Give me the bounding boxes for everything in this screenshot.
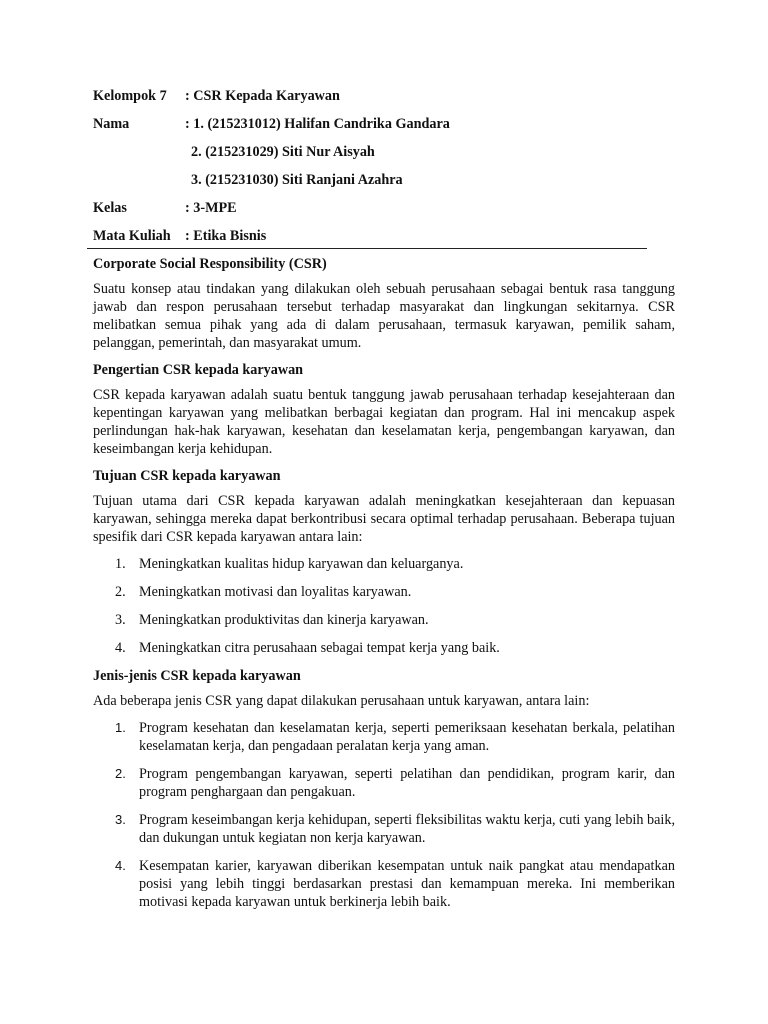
list-item xyxy=(93,719,675,755)
list-text: Meningkatkan citra perusahaan sebagai tempat kerja yang baik. xyxy=(139,640,500,656)
header-row-nama xyxy=(93,114,675,134)
list-number: 4. xyxy=(115,640,126,656)
list-item xyxy=(93,583,675,601)
header-name-continuation: 2. (215231029) Siti Nur Aisyah xyxy=(191,144,375,160)
list-item xyxy=(93,765,675,801)
list-number: 3. xyxy=(115,812,126,827)
list-item xyxy=(93,811,675,847)
section-body-csr: Suatu konsep atau tindakan yang dilakukan oleh sebuah perusahaan sebagai bentuk rasa tanggung jawab dan respon perusahaan tersebut terhadap masyarakat dan lingkungan sekitarnya. CSR melibatkan semua pihak yang ada di dalam perusahaan, termasuk karyawan, pemilik saham, pelanggan, pemerintah, dan masyarakat umum. xyxy=(93,281,675,351)
header-label: Nama xyxy=(93,116,130,132)
list-text: Program kesehatan dan keselamatan kerja, seperti pemeriksaan kesehatan berkala, pelatihan keselamatan kerja, dan pengadaan peralatan kerja yang aman. xyxy=(139,720,675,754)
header-label: Kelompok 7 xyxy=(93,88,167,104)
header-divider xyxy=(87,248,647,249)
header-row-kelas xyxy=(93,198,675,218)
header-value: : CSR Kepada Karyawan xyxy=(185,88,340,104)
section-heading-pengertian: Pengertian CSR kepada karyawan xyxy=(93,362,304,378)
jenis-list xyxy=(93,719,675,911)
list-number: 3. xyxy=(115,612,126,628)
section-heading-csr: Corporate Social Responsibility (CSR) xyxy=(93,256,327,272)
list-text: Meningkatkan produktivitas dan kinerja karyawan. xyxy=(139,612,429,628)
list-text: Meningkatkan motivasi dan loyalitas karyawan. xyxy=(139,584,412,600)
header-value: : Etika Bisnis xyxy=(185,228,267,244)
list-item xyxy=(93,639,675,657)
header-label: Mata Kuliah xyxy=(93,228,171,244)
list-number: 1. xyxy=(115,720,126,735)
section-heading-jenis: Jenis-jenis CSR kepada karyawan xyxy=(93,668,301,684)
list-number: 2. xyxy=(115,584,126,600)
header-row-kelompok xyxy=(93,86,675,106)
list-item xyxy=(93,611,675,629)
section-heading-tujuan: Tujuan CSR kepada karyawan xyxy=(93,468,281,484)
list-text: Kesempatan karier, karyawan diberikan kesempatan untuk naik pangkat atau mendapatkan posisi yang lebih tinggi berdasarkan prestasi dan kemampuan mereka. Ini memberikan motivasi kepada karyawan untuk berkinerja lebih baik. xyxy=(139,858,675,910)
section-body-tujuan: Tujuan utama dari CSR kepada karyawan adalah meningkatkan kesejahteraan dan kepuasan karyawan, sehingga mereka dapat berkontribusi secara optimal terhadap perusahaan. Beberapa tujuan spesifik dari CSR kepada karyawan antara lain: xyxy=(93,493,675,545)
list-text: Meningkatkan kualitas hidup karyawan dan keluarganya. xyxy=(139,556,464,572)
header-value: : 1. (215231012) Halifan Candrika Gandara xyxy=(185,116,450,132)
section-body-pengertian: CSR kepada karyawan adalah suatu bentuk tanggung jawab perusahaan terhadap kesejahteraan dan kepentingan karyawan yang melibatkan berbagai kegiatan dan program. Hal ini mencakup aspek perlindungan hak-hak karyawan, kesehatan dan keselamatan kerja, pengembangan karyawan, dan keseimbangan kerja kehidupan. xyxy=(93,387,675,457)
header-block xyxy=(93,86,675,254)
list-item xyxy=(93,857,675,911)
document-body xyxy=(93,255,675,921)
header-row-mata-kuliah xyxy=(93,226,675,246)
section-body-jenis: Ada beberapa jenis CSR yang dapat dilakukan perusahaan untuk karyawan, antara lain: xyxy=(93,693,590,709)
header-value: : 3-MPE xyxy=(185,200,237,216)
list-item xyxy=(93,555,675,573)
tujuan-list xyxy=(93,555,675,657)
list-text: Program pengembangan karyawan, seperti pelatihan dan pendidikan, program karir, dan program penghargaan dan pengakuan. xyxy=(139,766,675,800)
list-text: Program keseimbangan kerja kehidupan, seperti fleksibilitas waktu kerja, cuti yang lebih baik, dan dukungan untuk kegiatan non kerja karyawan. xyxy=(139,812,675,846)
list-number: 2. xyxy=(115,766,126,781)
header-label: Kelas xyxy=(93,200,127,216)
header-name-continuation: 3. (215231030) Siti Ranjani Azahra xyxy=(191,172,403,188)
list-number: 4. xyxy=(115,858,126,873)
list-number: 1. xyxy=(115,556,126,572)
